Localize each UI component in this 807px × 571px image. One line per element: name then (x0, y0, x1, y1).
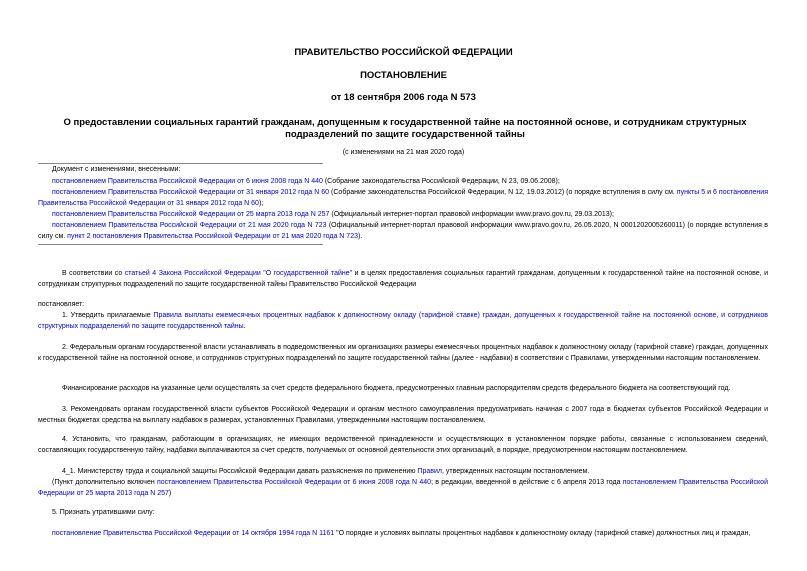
paragraph-2: 2. Федеральным органам государственной власти устанавливать в подведомственных им организациях размеры ежемесячных процентных надбавок к должностному окладу (тарифной ставке) граждан, допущенных к государственной тайне на постоянной основе, и сотрудников структурных подразделений по защите государственной тайны (далее - надбавки) в соответствии с Правилами, утвержденными настоящим постановлением. (38, 344, 768, 362)
paragraph-5: 5. Признать утратившими силу: (52, 509, 155, 516)
document-title: О предоставлении социальных гарантий гражданам, допущенным к государственной тайне на постоянной основе, и сотрудникам структурных подразделений по защите государственной тайны (63, 117, 747, 140)
paragraph-3: 3. Рекомендовать органам государственной власти субъектов Российской Федерации и органам местного самоуправления предусматривать начиная с 2007 года в бюджетах субъектов Российской Федерации и местных бюджетах средства на выплату надбавок в размерах, установленных Правилами, утвержденными настоящим постановлением. (38, 406, 768, 424)
change-link[interactable]: 6 (713, 189, 717, 196)
decree-word: постановляет: (38, 301, 85, 308)
change-item: постановлением Правительства Российской Федерации от 6 июня 2008 года N 440 (Собрание законодательства Российской Федерации, N 23, 09.06.2008); (52, 178, 560, 185)
rules-link[interactable]: Правил (417, 468, 442, 475)
changes-intro: Документ с изменениями, внесенными: (52, 166, 181, 173)
paragraph-4-1: 4_1. Министерству труда и социальной защиты Российской Федерации давать разъяснения по применению Правил, утвержденных настоящим постановлением. (62, 468, 590, 475)
change-link[interactable]: пункт 2 постановления Правительства Российской Федерации от 21 мая 2020 года N 723 (67, 233, 358, 240)
document-type: ПОСТАНОВЛЕНИЕ (360, 70, 447, 81)
change-link[interactable]: постановлением Правительства Российской Федерации от 25 марта 2013 года N 257 (52, 211, 330, 218)
change-link[interactable]: пункты 5 (676, 189, 706, 196)
law-link[interactable]: статьей 4 Закона Российской Федерации "О государственной тайне" (124, 270, 353, 277)
paragraph-5-item: постановление Правительства Российской Федерации от 14 октября 1994 года N 1161 "О порядке и условиях выплаты процентных надбавок к должностному окладу (тарифной ставке) должностных лиц и граждан, (52, 530, 751, 537)
change-link[interactable]: постановлением Правительства Российской Федерации от 25 марта 2013 года N 257 (38, 479, 768, 497)
paragraph-2b: Финансирование расходов на указанные цели осуществлять за счет средств федерального бюджета, предусмотренных главным распорядителям средств федерального бюджета на соответствующий год. (62, 385, 731, 392)
change-item: постановлением Правительства Российской Федерации от 21 мая 2020 года N 723 (Официальный интернет-портал правовой информации www.pravo.gov.ru, 26.05.2020, N 0001202005260011) (о порядке вступления в силу см. пункт 2 постановления Правительства Российской Федерации от 21 мая 2020 года N 723). (38, 222, 768, 240)
document-date: от 18 сентября 2006 года N 573 (331, 92, 476, 103)
repealed-link[interactable]: постановление Правительства Российской Федерации от 14 октября 1994 года N 1161 (52, 530, 335, 537)
change-link[interactable]: постановлением Правительства Российской Федерации от 21 мая 2020 года N 723 (52, 222, 327, 229)
preamble: В соответствии со статьей 4 Закона Российской Федерации "О государственной тайне" и в целях предоставления социальных гарантий гражданам, допущенным к государственной тайне на постоянной основе, и сотрудникам структурных подразделений по защите государственной тайны Правительство Российской Федерации (38, 270, 768, 288)
divider (38, 244, 323, 245)
paragraph-4: 4. Установить, что гражданам, работающим в организациях, не имеющих ведомственной принадлежности и осуществляющих в установленном порядке работы, связанные с использованием сведений, составляющих государственную тайну, надбавки выплачиваются за счет средств, получаемых от основной деятельности этих организаций, в порядке, предусмотренном настоящим постановлением. (38, 436, 768, 454)
revision-note: (с изменениями на 21 мая 2020 года) (342, 149, 465, 156)
government-heading: ПРАВИТЕЛЬСТВО РОССИЙСКОЙ ФЕДЕРАЦИИ (294, 47, 513, 58)
paragraph-4-1-note: (Пункт дополнительно включен постановлением Правительства Российской Федерации от 6 июня 2008 года N 440; в редакции, введенной в действие с 6 апреля 2013 года постановлением Правительства Российской Федерации от 25 марта 2013 года N 257) (38, 479, 768, 497)
change-link[interactable]: постановлением Правительства Российской Федерации от 31 января 2012 года N 60 (52, 189, 330, 196)
change-item: постановлением Правительства Российской Федерации от 31 января 2012 года N 60 (Собрание законодательства Российской Федерации, N 12, 19.03.2012) (о порядке вступления в силу см. пункты 5 и 6 постановления Правительства Российской Федерации от 31 января 2012 года N 60); (38, 189, 768, 207)
paragraph-1: 1. Утвердить прилагаемые Правила выплаты ежемесячных процентных надбавок к должностному окладу (тарифной ставке) граждан, допущенных к государственной тайне на постоянной основе, и сотрудников структурных подразделений по защите государственной тайны. (38, 312, 768, 330)
change-link[interactable]: постановления Правительства Российской Федерации от 31 января 2012 года N 60 (38, 189, 768, 207)
change-link[interactable]: постановлением Правительства Российской Федерации от 6 июня 2008 года N 440 (156, 479, 432, 486)
rules-link[interactable]: Правила выплаты ежемесячных процентных надбавок к должностному окладу (тарифной ставке) граждан, допущенных к государственной тайне на постоянной основе, и сотрудников структурных подразделений по защите государственной тайны (38, 312, 768, 330)
change-item: постановлением Правительства Российской Федерации от 25 марта 2013 года N 257 (Официальный интернет-портал правовой информации www.pravo.gov.ru, 29.03.2013); (52, 211, 614, 218)
change-link[interactable]: постановлением Правительства Российской Федерации от 6 июня 2008 года N 440 (52, 178, 323, 185)
